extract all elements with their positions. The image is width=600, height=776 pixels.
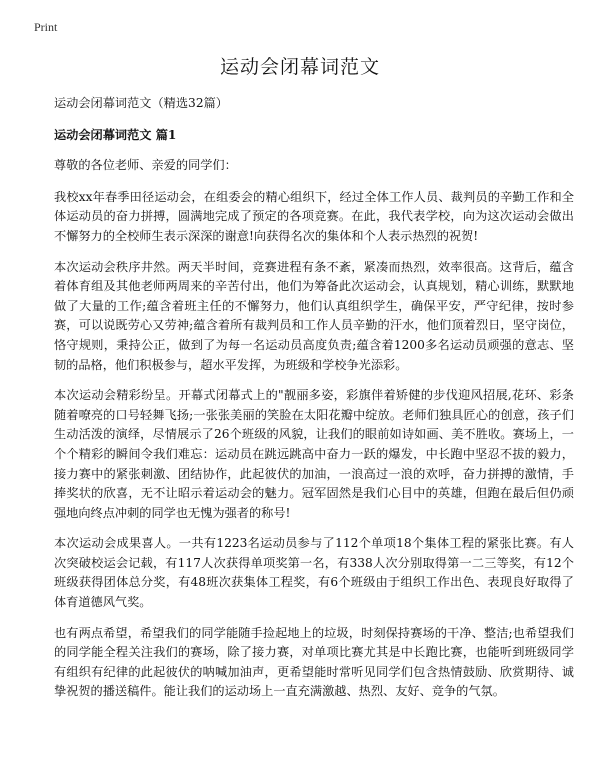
document-body bbox=[54, 94, 574, 713]
paragraph-2: 本次运动会秩序井然。两天半时间，竞赛进程有条不紊，紧凑而热烈，效率很高。这背后，蕴含着体育组及其他老师两周来的辛苦付出，他们为筹备此次运动会，认真规划，精心训练，默默地做了大量的工作;蕴含着班主任的不懈努力，他们认真组织学生，确保平安，严守纪律，按时参赛，可以说既劳心又劳神;蕴含着所有裁判员和工作人员辛勤的汗水，他们顶着烈日，坚守岗位，恪守规则，秉持公正，做到了为每一名运动员高度负责;蕴含着1200多名运动员顽强的意志、坚韧的品格，他们积极参与，超水平发挥，为班级和学校争光添彩。 bbox=[54, 259, 574, 372]
paragraph-1: 我校xx年春季田径运动会，在组委会的精心组织下，经过全体工作人员、裁判员的辛勤工作和全体运动员的奋力拼搏，圆满地完成了预定的各项竞赛。在此，我代表学校，向为这次运动会做出不懈努力的全校师生表示深深的谢意!向获得名次的集体和个人表示热烈的祝贺! bbox=[54, 189, 574, 243]
paragraph-4: 本次运动会成果喜人。一共有1223名运动员参与了112个单项18个集体工程的紧张比赛。有人次突破校运会记载，有117人次获得单项奖第一名，有338人次分别取得第一二三等奖，有12个班级获得团体总分奖，有48班次获集体工程奖，有6个班级由于组织工作出色、表现良好取得了体育道德风气奖。 bbox=[54, 536, 574, 610]
greeting-line: 尊敬的各位老师、亲爱的同学们： bbox=[54, 158, 237, 173]
print-label[interactable]: Print bbox=[34, 20, 58, 34]
section-heading: 运动会闭幕词范文 篇1 bbox=[54, 127, 177, 142]
paragraph-5: 也有两点希望，希望我们的同学能随手捡起地上的垃圾，时刻保持赛场的干净、整洁;也希望我们的同学能全程关注我们的赛场，除了接力赛，对单项比赛尤其是中长跑比赛，也能听到班级同学有组织有纪律的此起彼伏的呐喊加油声，更希望能时常听见同学们包含热情鼓励、欣赏期待、诚挚祝贺的播送稿件。能让我们的运动场上一直充满激越、热烈、友好、竞争的气氛。 bbox=[54, 625, 574, 699]
document-title: 运动会闭幕词范文 bbox=[219, 56, 380, 78]
paragraph-3: 本次运动会精彩纷呈。开幕式闭幕式上的"靓丽多姿，彩旗伴着矫健的步伐迎风招展,花环、彩条随着嘹亮的口号轻舞飞扬;一张张美丽的笑脸在太阳花瓣中绽放。老师们独具匠心的创意，孩子们生动活泼的演绎，尽情展示了26个班级的风貌，让我们的眼前如诗如画、美不胜收。赛场上，一个个精彩的瞬间令我们难忘：运动员在跳远跳高中奋力一跃的爆发，中长跑中坚忍不拔的毅力，接力赛中的紧张刺激、团结协作，此起彼伏的加油，一浪高过一浪的欢呼，奋力拼搏的激情，手捧奖状的欣喜，无不让昭示着运动会的魅力。冠军固然是我们心目中的英雄，但跑在最后但仍顽强地向终点冲刺的同学也无愧为强者的称号! bbox=[54, 388, 574, 520]
document-subtitle: 运动会闭幕词范文（精选32篇） bbox=[54, 96, 228, 110]
